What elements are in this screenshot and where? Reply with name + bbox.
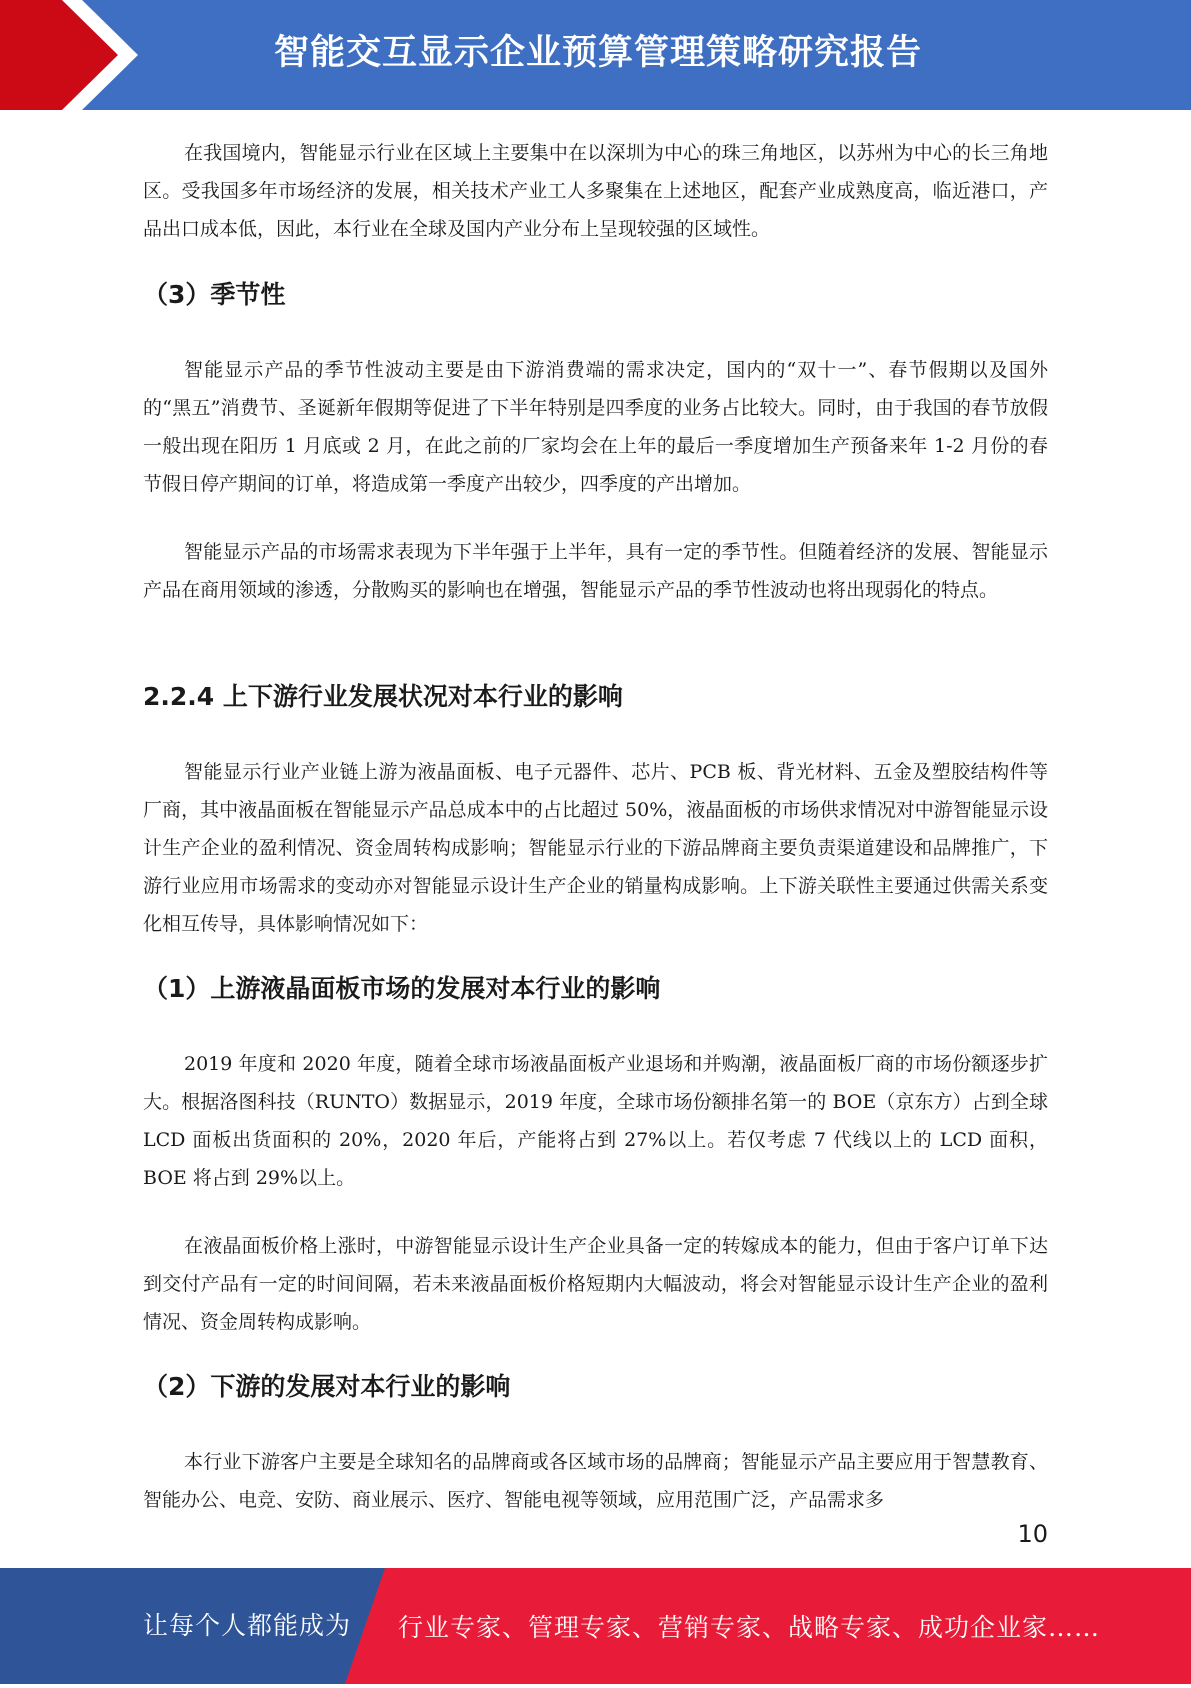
paragraph-panel-market: 2019 年度和 2020 年度，随着全球市场液晶面板产业退场和并购潮，液晶面板厂商的市场份额逐步扩大。根据洛图科技（RUNTO）数据显示，2019 年度，全球市场份额排名第一的 BOE（京东方）占到全球 LCD 面板出货面积的 20%，2020 年后，产能将占到 27%以上。若仅考虑 7 代线以上的 LCD 面积，BOE 将占到 29%以上。 — [143, 1053, 1048, 1189]
paragraph-seasonality-cause: 智能显示产品的季节性波动主要是由下游消费端的需求决定，国内的“双十一”、春节假期以及国外的“黑五”消费节、圣诞新年假期等促进了下半年特别是四季度的业务占比较大。同时，由于我国的春节放假一般出现在阳历 1 月底或 2 月，在此之前的厂家均会在上年的最后一季度增加生产预备来年 1-2 月份的春节假日停产期间的订单，将造成第一季度产出较少，四季度的产出增加。 — [143, 359, 1048, 495]
footer-slogan-right: 行业专家、管理专家、营销专家、战略专家、成功企业家…… — [398, 1613, 1101, 1642]
heading-downstream: （2）下游的发展对本行业的影响 — [143, 1372, 511, 1401]
section-heading-2-2-4: 2.2.4 上下游行业发展状况对本行业的影响 — [143, 682, 623, 711]
report-title: 智能交互显示企业预算管理策略研究报告 — [273, 33, 922, 73]
paragraph-panel-price: 在液晶面板价格上涨时，中游智能显示设计生产企业具备一定的转嫁成本的能力，但由于客户订单下达到交付产品有一定的时间间隔，若未来液晶面板价格短期内大幅波动，将会对智能显示设计生产企业的盈利情况、资金周转构成影响。 — [143, 1235, 1048, 1333]
header-arrow-decoration — [0, 0, 150, 110]
paragraph-downstream-customers: 本行业下游客户主要是全球知名的品牌商或各区域市场的品牌商；智能显示产品主要应用于智慧教育、智能办公、电竞、安防、商业展示、医疗、智能电视等领域，应用范围广泛，产品需求多 — [143, 1451, 1048, 1511]
heading-upstream-panel: （1）上游液晶面板市场的发展对本行业的影响 — [143, 974, 661, 1003]
paragraph-industry-chain: 智能显示行业产业链上游为液晶面板、电子元器件、芯片、PCB 板、背光材料、五金及塑胶结构件等厂商，其中液晶面板在智能显示产品总成本中的占比超过 50%，液晶面板的市场供求情况对中游智能显示设计生产企业的盈利情况、资金周转构成影响；智能显示行业的下游品牌商主要负责渠道建设和品牌推广，下游行业应用市场需求的变动亦对智能显示设计生产企业的销量构成影响。上下游关联性主要通过供需关系变化相互传导，具体影响情况如下： — [143, 761, 1048, 935]
paragraph-seasonality-trend: 智能显示产品的市场需求表现为下半年强于上半年，具有一定的季节性。但随着经济的发展、智能显示产品在商用领域的渗透，分散购买的影响也在增强，智能显示产品的季节性波动也将出现弱化的特点。 — [143, 541, 1048, 601]
heading-seasonality: （3）季节性 — [143, 280, 286, 309]
paragraph-regional: 在我国境内，智能显示行业在区域上主要集中在以深圳为中心的珠三角地区，以苏州为中心的长三角地区。受我国多年市场经济的发展，相关技术产业工人多聚集在上述地区，配套产业成熟度高，临近港口，产品出口成本低，因此，本行业在全球及国内产业分布上呈现较强的区域性。 — [143, 142, 1048, 240]
page-footer — [0, 1568, 1191, 1684]
page-header — [0, 0, 1191, 110]
footer-slogan-left: 让每个人都能成为 — [143, 1611, 352, 1640]
page-number: 10 — [1017, 1520, 1048, 1548]
